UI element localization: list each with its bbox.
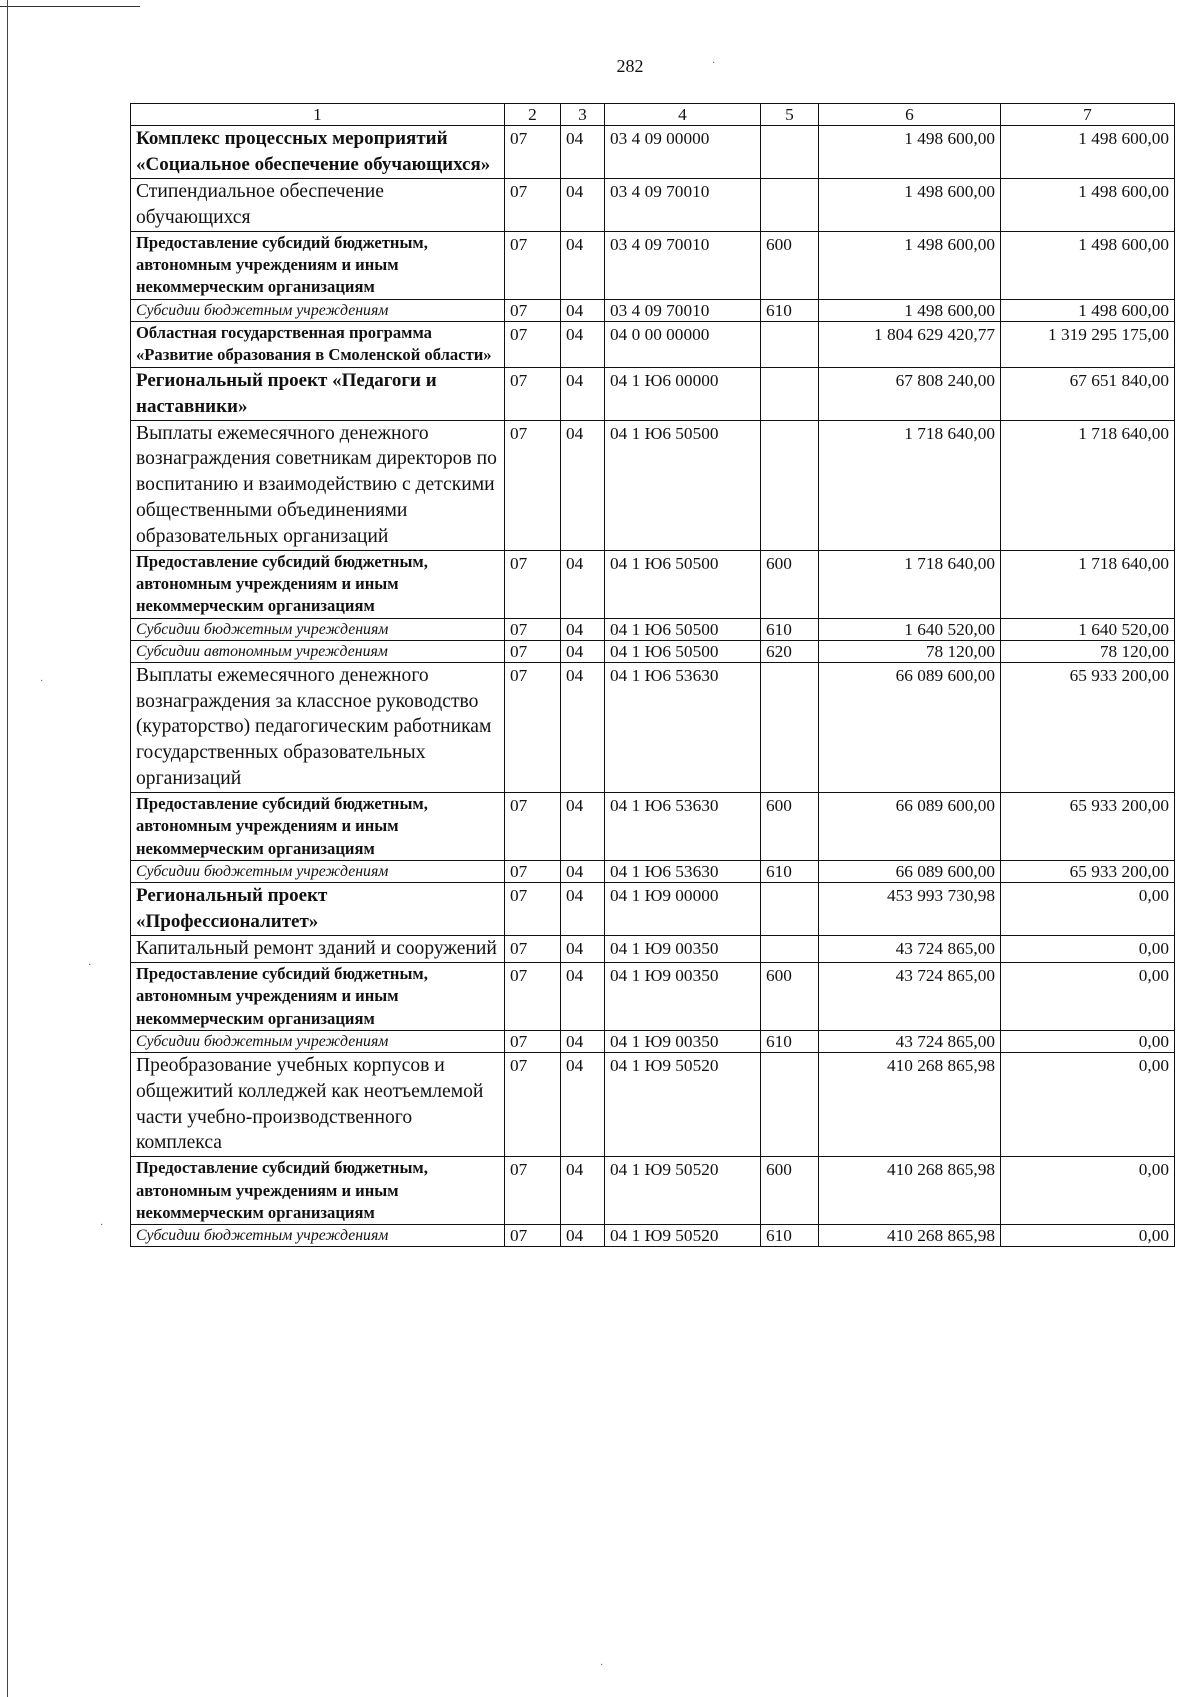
row-target: 04 1 Ю6 53630: [605, 792, 761, 860]
row-sum1: 1 498 600,00: [819, 299, 1001, 321]
col-header-2: 2: [505, 104, 561, 126]
table-row: [131, 1053, 1175, 1157]
row-subsection: 04: [561, 299, 605, 321]
col-header-4: 4: [605, 104, 761, 126]
row-name: Предоставление субсидий бюджетным, автономным учреждениям и иным некоммерческим организациям: [131, 792, 505, 860]
row-subsection: 04: [561, 962, 605, 1030]
row-type: [761, 367, 819, 420]
row-sum1: 453 993 730,98: [819, 883, 1001, 936]
row-sum2: 1 319 295 175,00: [1001, 321, 1175, 367]
row-sum2: 0,00: [1001, 1225, 1175, 1247]
table-row: [131, 420, 1175, 550]
row-subsection: 04: [561, 861, 605, 883]
row-type: 600: [761, 550, 819, 618]
row-sum2: 65 933 200,00: [1001, 662, 1175, 792]
row-sum2: 0,00: [1001, 1031, 1175, 1053]
row-name: Предоставление субсидий бюджетным, автономным учреждениям и иным некоммерческим организациям: [131, 550, 505, 618]
row-target: 03 4 09 70010: [605, 299, 761, 321]
row-subsection: 04: [561, 1225, 605, 1247]
row-sum2: 65 933 200,00: [1001, 792, 1175, 860]
row-section: 07: [505, 299, 561, 321]
row-subsection: 04: [561, 936, 605, 963]
row-target: 04 1 Ю6 50500: [605, 618, 761, 640]
row-subsection: 04: [561, 231, 605, 299]
row-type: [761, 662, 819, 792]
row-sum2: 1 640 520,00: [1001, 618, 1175, 640]
row-section: 07: [505, 1157, 561, 1225]
row-sum1: 43 724 865,00: [819, 936, 1001, 963]
row-type: 610: [761, 618, 819, 640]
row-sum1: 78 120,00: [819, 640, 1001, 662]
row-type: [761, 179, 819, 232]
row-subsection: 04: [561, 1053, 605, 1157]
row-name: Выплаты ежемесячного денежного вознаграждения за классное руководство (кураторство) педагогическим работникам государственных образовательных организаций: [131, 662, 505, 792]
row-section: 07: [505, 1053, 561, 1157]
header-row: [131, 104, 1175, 126]
row-subsection: 04: [561, 179, 605, 232]
row-section: 07: [505, 640, 561, 662]
row-subsection: 04: [561, 618, 605, 640]
row-type: [761, 420, 819, 550]
row-subsection: 04: [561, 126, 605, 179]
row-name: Стипендиальное обеспечение обучающихся: [131, 179, 505, 232]
table-row: [131, 662, 1175, 792]
table-row: [131, 936, 1175, 963]
table-row: [131, 861, 1175, 883]
row-sum1: 43 724 865,00: [819, 1031, 1001, 1053]
row-sum2: 1 498 600,00: [1001, 231, 1175, 299]
row-section: 07: [505, 367, 561, 420]
row-name: Региональный проект «Профессионалитет»: [131, 883, 505, 936]
row-name: Капитальный ремонт зданий и сооружений: [131, 936, 505, 963]
row-section: 07: [505, 1225, 561, 1247]
col-header-1: 1: [131, 104, 505, 126]
table-row: [131, 1031, 1175, 1053]
row-target: 04 1 Ю9 50520: [605, 1053, 761, 1157]
row-sum1: 1 804 629 420,77: [819, 321, 1001, 367]
col-header-3: 3: [561, 104, 605, 126]
row-type: 610: [761, 299, 819, 321]
row-target: 04 1 Ю6 50500: [605, 640, 761, 662]
row-sum1: 410 268 865,98: [819, 1157, 1001, 1225]
row-section: 07: [505, 420, 561, 550]
scan-speck: ·: [100, 1220, 104, 1231]
row-subsection: 04: [561, 883, 605, 936]
row-subsection: 04: [561, 550, 605, 618]
row-type: [761, 126, 819, 179]
row-section: 07: [505, 792, 561, 860]
row-sum2: 0,00: [1001, 936, 1175, 963]
row-section: 07: [505, 231, 561, 299]
table-row: [131, 1225, 1175, 1247]
row-section: 07: [505, 883, 561, 936]
row-target: 04 0 00 00000: [605, 321, 761, 367]
table-row: [131, 550, 1175, 618]
row-type: [761, 1053, 819, 1157]
row-section: 07: [505, 126, 561, 179]
page-number: 282: [616, 56, 644, 76]
row-name: Субсидии бюджетным учреждениям: [131, 1225, 505, 1247]
row-section: 07: [505, 662, 561, 792]
row-sum2: 0,00: [1001, 962, 1175, 1030]
scan-speck: ·: [712, 58, 716, 69]
row-subsection: 04: [561, 792, 605, 860]
row-subsection: 04: [561, 662, 605, 792]
row-type: [761, 936, 819, 963]
table-row: [131, 367, 1175, 420]
row-type: 610: [761, 861, 819, 883]
row-target: 04 1 Ю9 00350: [605, 962, 761, 1030]
scan-edge-top: [0, 6, 140, 7]
row-subsection: 04: [561, 1157, 605, 1225]
row-sum1: 1 718 640,00: [819, 550, 1001, 618]
row-type: 600: [761, 792, 819, 860]
row-name: Субсидии бюджетным учреждениям: [131, 299, 505, 321]
row-sum1: 66 089 600,00: [819, 861, 1001, 883]
row-target: 04 1 Ю9 00000: [605, 883, 761, 936]
row-name: Областная государственная программа «Развитие образования в Смоленской области»: [131, 321, 505, 367]
row-name: Субсидии бюджетным учреждениям: [131, 618, 505, 640]
row-sum1: 410 268 865,98: [819, 1053, 1001, 1157]
row-type: [761, 321, 819, 367]
col-header-6: 6: [819, 104, 1001, 126]
table-row: [131, 883, 1175, 936]
row-type: 600: [761, 1157, 819, 1225]
row-sum2: 67 651 840,00: [1001, 367, 1175, 420]
row-sum2: 78 120,00: [1001, 640, 1175, 662]
row-target: 04 1 Ю6 50500: [605, 420, 761, 550]
row-sum1: 66 089 600,00: [819, 792, 1001, 860]
row-name: Преобразование учебных корпусов и общежитий колледжей как неотъемлемой части учебно-производственного комплекса: [131, 1053, 505, 1157]
row-section: 07: [505, 861, 561, 883]
row-target: 03 4 09 70010: [605, 179, 761, 232]
table-row: [131, 792, 1175, 860]
row-name: Комплекс процессных мероприятий «Социальное обеспечение обучающихся»: [131, 126, 505, 179]
row-section: 07: [505, 936, 561, 963]
row-sum1: 1 640 520,00: [819, 618, 1001, 640]
row-target: 04 1 Ю6 50500: [605, 550, 761, 618]
table-row: [131, 321, 1175, 367]
row-section: 07: [505, 550, 561, 618]
row-section: 07: [505, 1031, 561, 1053]
row-target: 03 4 09 00000: [605, 126, 761, 179]
row-type: 620: [761, 640, 819, 662]
row-section: 07: [505, 321, 561, 367]
row-name: Предоставление субсидий бюджетным, автономным учреждениям и иным некоммерческим организациям: [131, 231, 505, 299]
row-section: 07: [505, 179, 561, 232]
row-sum1: 43 724 865,00: [819, 962, 1001, 1030]
row-sum1: 1 498 600,00: [819, 126, 1001, 179]
row-sum2: 0,00: [1001, 1053, 1175, 1157]
budget-table: [130, 103, 1175, 1247]
row-name: Субсидии бюджетным учреждениям: [131, 1031, 505, 1053]
table-row: [131, 299, 1175, 321]
table-row: [131, 231, 1175, 299]
table-row: [131, 962, 1175, 1030]
scan-speck: ·: [88, 960, 92, 971]
row-sum1: 1 498 600,00: [819, 231, 1001, 299]
row-target: 03 4 09 70010: [605, 231, 761, 299]
row-sum2: 1 498 600,00: [1001, 126, 1175, 179]
row-subsection: 04: [561, 367, 605, 420]
col-header-5: 5: [761, 104, 819, 126]
table-row: [131, 126, 1175, 179]
row-sum1: 1 498 600,00: [819, 179, 1001, 232]
row-type: 610: [761, 1031, 819, 1053]
row-type: 610: [761, 1225, 819, 1247]
row-name: Выплаты ежемесячного денежного вознаграждения советникам директоров по воспитанию и взаимодействию с детскими общественными объединениями образовательных организаций: [131, 420, 505, 550]
scan-speck: ·: [600, 1660, 604, 1671]
row-section: 07: [505, 618, 561, 640]
table-row: [131, 618, 1175, 640]
scan-speck: ·: [40, 676, 44, 687]
row-section: 07: [505, 962, 561, 1030]
scan-edge-left: [7, 0, 8, 1697]
row-target: 04 1 Ю6 53630: [605, 662, 761, 792]
row-sum1: 410 268 865,98: [819, 1225, 1001, 1247]
row-sum2: 65 933 200,00: [1001, 861, 1175, 883]
row-subsection: 04: [561, 640, 605, 662]
row-sum1: 66 089 600,00: [819, 662, 1001, 792]
row-target: 04 1 Ю6 53630: [605, 861, 761, 883]
row-target: 04 1 Ю9 00350: [605, 936, 761, 963]
table-row: [131, 1157, 1175, 1225]
row-subsection: 04: [561, 1031, 605, 1053]
col-header-7: 7: [1001, 104, 1175, 126]
row-subsection: 04: [561, 321, 605, 367]
row-name: Субсидии автономным учреждениям: [131, 640, 505, 662]
row-name: Региональный проект «Педагоги и наставники»: [131, 367, 505, 420]
row-target: 04 1 Ю9 50520: [605, 1157, 761, 1225]
row-sum1: 67 808 240,00: [819, 367, 1001, 420]
row-sum2: 0,00: [1001, 1157, 1175, 1225]
table-row: [131, 179, 1175, 232]
row-target: 04 1 Ю9 50520: [605, 1225, 761, 1247]
row-type: [761, 883, 819, 936]
row-sum2: 1 498 600,00: [1001, 179, 1175, 232]
row-sum2: 0,00: [1001, 883, 1175, 936]
row-subsection: 04: [561, 420, 605, 550]
row-type: 600: [761, 231, 819, 299]
row-sum1: 1 718 640,00: [819, 420, 1001, 550]
row-sum2: 1 718 640,00: [1001, 550, 1175, 618]
row-target: 04 1 Ю6 00000: [605, 367, 761, 420]
table-row: [131, 640, 1175, 662]
row-name: Предоставление субсидий бюджетным, автономным учреждениям и иным некоммерческим организациям: [131, 962, 505, 1030]
row-sum2: 1 498 600,00: [1001, 299, 1175, 321]
row-type: 600: [761, 962, 819, 1030]
row-name: Субсидии бюджетным учреждениям: [131, 861, 505, 883]
row-target: 04 1 Ю9 00350: [605, 1031, 761, 1053]
row-sum2: 1 718 640,00: [1001, 420, 1175, 550]
row-name: Предоставление субсидий бюджетным, автономным учреждениям и иным некоммерческим организациям: [131, 1157, 505, 1225]
